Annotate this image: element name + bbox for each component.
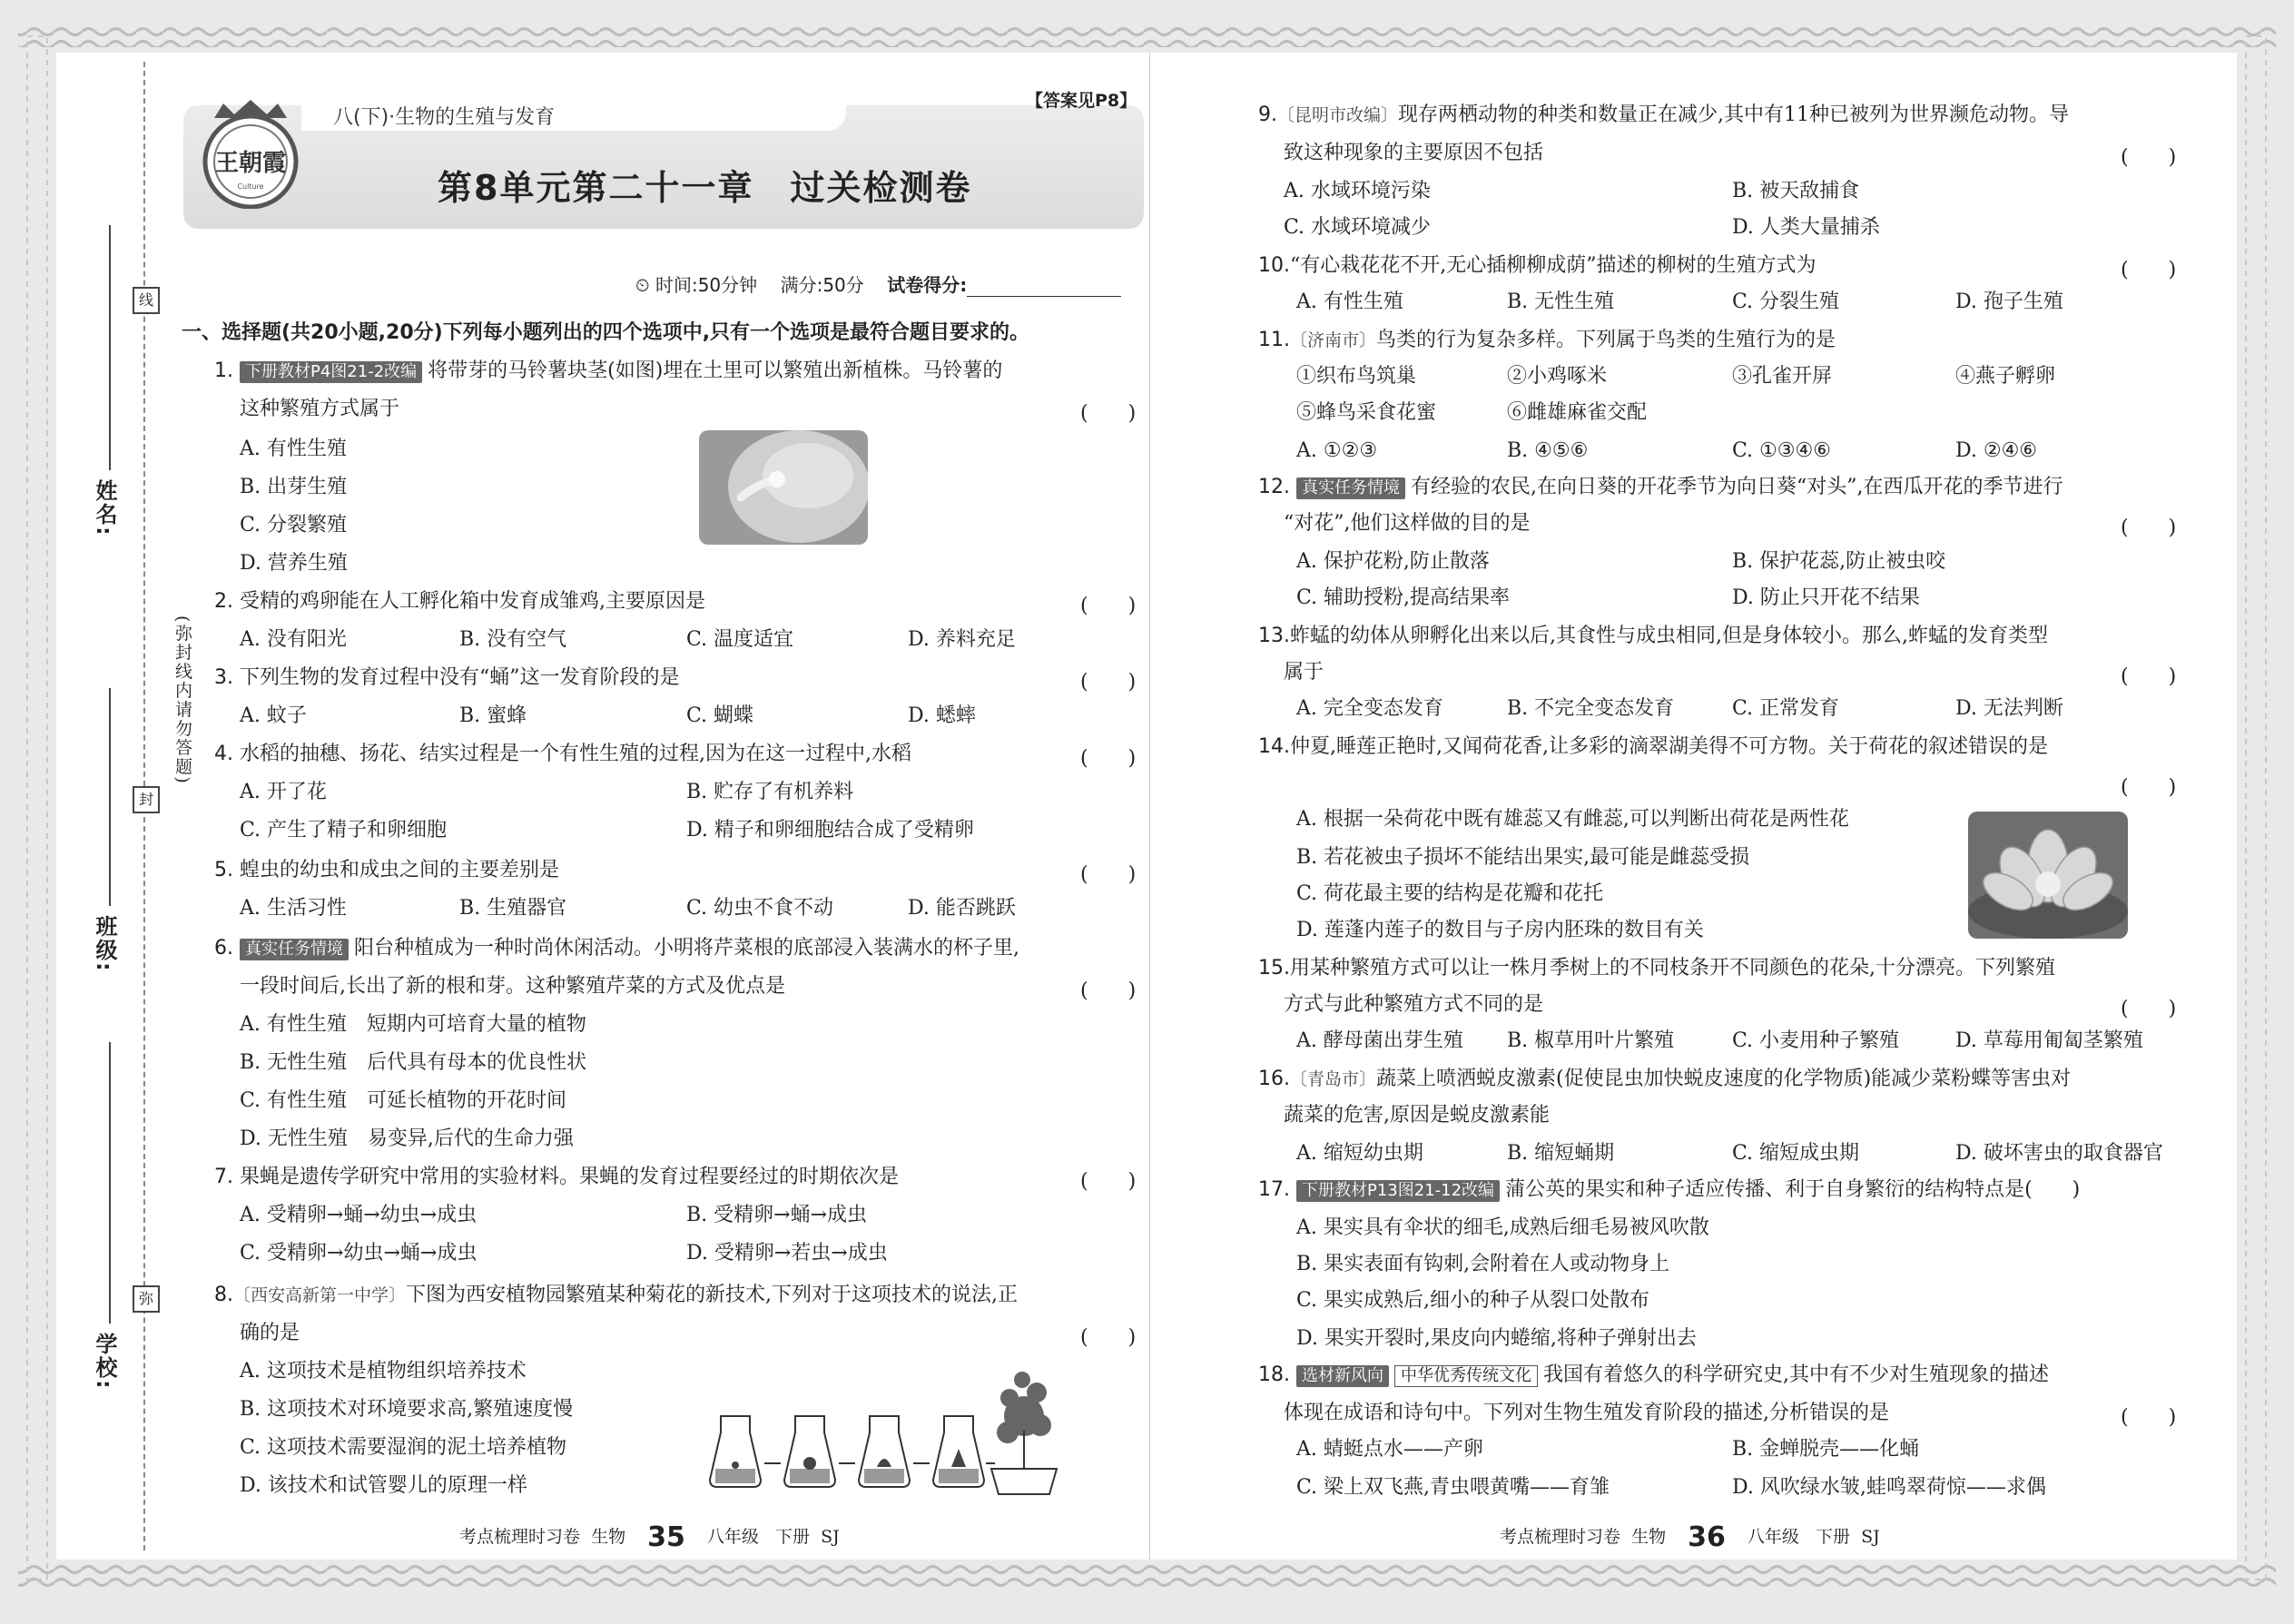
question-4: 4. 水稻的抽穗、扬花、结实过程是一个有性生殖的过程,因为在这一过程中,水稻 bbox=[214, 743, 911, 765]
option: B. 椒草用叶片繁殖 bbox=[1507, 1029, 1675, 1052]
header-subtitle: 八(下)·生物的生殖与发育 bbox=[333, 106, 556, 129]
option: B. 保护花蕊,防止被虫咬 bbox=[1732, 550, 1946, 573]
question-15-stem: 方式与此种繁殖方式不同的是 bbox=[1284, 993, 1544, 1016]
clock-icon: ⏲ bbox=[635, 274, 650, 296]
statement: ⑤蜂鸟采食花蜜 bbox=[1296, 401, 1437, 424]
scenario-tag: 真实任务情境 bbox=[240, 939, 349, 960]
trend-tag: 选材新风向 bbox=[1296, 1365, 1389, 1387]
page-header bbox=[183, 89, 1144, 231]
statement: ⑥雌雄麻雀交配 bbox=[1507, 401, 1648, 424]
question-18-stem: 体现在成语和诗句中。下列对生物生殖发育阶段的描述,分析错误的是 bbox=[1284, 1402, 1889, 1424]
option: C. 梁上双飞燕,青虫喂黄嘴——育雏 bbox=[1296, 1476, 1610, 1499]
question-6: 6. 真实任务情境 阳台种植成为一种时尚休闲活动。小明将芹菜根的底部浸入装满水的杯子里, bbox=[214, 937, 1019, 960]
option: D. 蟋蟀 bbox=[908, 704, 976, 727]
section-heading: 一、选择题(共20小题,20分)下列每小题列出的四个选项中,只有一个选项是最符合题目要求的。 bbox=[182, 321, 1030, 344]
option: C. ①③④⑥ bbox=[1732, 439, 1831, 462]
question-15: 15.用某种繁殖方式可以让一株月季树上的不同枝条开不同颜色的花朵,十分漂亮。下列繁殖 bbox=[1258, 957, 2055, 979]
right-footer: 考点梳理时习卷 生物 36 八年级 下册 SJ bbox=[1500, 1521, 1880, 1553]
question-11: 11.〔济南市〕鸟类的行为复杂多样。下列属于鸟类的生殖行为的是 bbox=[1258, 329, 1836, 351]
option: A. 开了花 bbox=[240, 781, 327, 803]
question-8-stem: 确的是 bbox=[240, 1322, 300, 1344]
option: C. 温度适宜 bbox=[686, 628, 794, 651]
option: B. 果实表面有钩刺,会附着在人或动物身上 bbox=[1296, 1253, 1670, 1275]
answer-blank[interactable]: ( ) bbox=[2121, 776, 2177, 799]
option: D. 无法判断 bbox=[1955, 697, 2063, 720]
seal-mark-line: 线 bbox=[133, 287, 160, 314]
answer-blank[interactable]: ( ) bbox=[1080, 671, 1137, 694]
svg-text:王朝霞: 王朝霞 bbox=[214, 150, 287, 177]
option: D. 孢子生殖 bbox=[1955, 290, 2063, 313]
statement: ④燕子孵卵 bbox=[1955, 365, 2056, 388]
source-tag: 下册教材P13图21-12改编 bbox=[1296, 1180, 1500, 1202]
option: B. 没有空气 bbox=[459, 628, 567, 651]
option: B. 无性生殖 bbox=[1507, 290, 1615, 313]
score-label: 试卷得分: bbox=[887, 274, 968, 296]
svg-text:Culture: Culture bbox=[237, 182, 264, 191]
answer-blank[interactable]: ( ) bbox=[2121, 1406, 2177, 1429]
option: A. 果实具有伞状的细毛,成熟后细毛易被风吹散 bbox=[1296, 1216, 1709, 1239]
option: B. 无性生殖 后代具有母本的优良性状 bbox=[240, 1051, 587, 1074]
answer-reference: 【答案见P8】 bbox=[1026, 91, 1137, 111]
class-field[interactable] bbox=[109, 688, 111, 906]
option: B. 若花被虫子损坏不能结出果实,最可能是雌蕊受损 bbox=[1296, 846, 1750, 869]
option: D. 养料充足 bbox=[908, 628, 1016, 651]
question-6-stem: 一段时间后,长出了新的根和芽。这种繁殖芹菜的方式及优点是 bbox=[240, 975, 785, 998]
option: A. 水域环境污染 bbox=[1284, 180, 1431, 202]
answer-blank[interactable]: ( ) bbox=[1080, 863, 1137, 886]
option: C. 分裂繁殖 bbox=[240, 514, 348, 536]
option: B. 金蝉脱壳——化蛹 bbox=[1732, 1438, 1920, 1461]
option: B. 生殖器官 bbox=[459, 897, 567, 920]
page-title: 第8单元第二十一章 过关检测卷 bbox=[438, 168, 972, 208]
option: A. 蜻蜓点水——产卵 bbox=[1296, 1438, 1483, 1461]
option: B. ④⑤⑥ bbox=[1507, 439, 1589, 462]
answer-blank[interactable]: ( ) bbox=[1080, 1170, 1137, 1193]
option: C. 受精卵→幼虫→蛹→成虫 bbox=[240, 1242, 478, 1265]
option: A. 完全变态发育 bbox=[1296, 697, 1443, 720]
statement: ①织布鸟筑巢 bbox=[1296, 365, 1417, 388]
option: C. 缩短成虫期 bbox=[1732, 1142, 1860, 1165]
question-12-stem: “对花”,他们这样做的目的是 bbox=[1284, 512, 1531, 535]
lotus-photo bbox=[1968, 812, 2128, 939]
answer-blank[interactable]: ( ) bbox=[1080, 595, 1137, 617]
left-footer: 考点梳理时习卷 生物 35 八年级 下册 SJ bbox=[459, 1521, 840, 1553]
question-9: 9.〔昆明市改编〕现存两栖动物的种类和数量正在减少,其中有11种已被列为世界濒危动物。导 bbox=[1258, 103, 2070, 126]
option: D. 无性生殖 易变异,后代的生命力强 bbox=[240, 1127, 574, 1150]
question-5: 5. 蝗虫的幼虫和成虫之间的主要差别是 bbox=[214, 859, 560, 881]
statement: ③孔雀开屏 bbox=[1732, 365, 1833, 388]
question-2: 2. 受精的鸡卵能在人工孵化箱中发育成雏鸡,主要原因是 bbox=[214, 590, 705, 613]
option: A. 根据一朵荷花中既有雄蕊又有雌蕊,可以判断出荷花是两性花 bbox=[1296, 808, 1849, 831]
option: D. 受精卵→若虫→成虫 bbox=[686, 1242, 888, 1265]
option: A. 有性生殖 bbox=[240, 438, 347, 460]
question-1-stem: 这种繁殖方式属于 bbox=[240, 398, 400, 420]
option: A. 生活习性 bbox=[240, 897, 347, 920]
question-18: 18. 选材新风向 中华优秀传统文化 我国有着悠久的科学研究史,其中有不少对生殖现象的描述 bbox=[1258, 1363, 2049, 1386]
seal-mark-secure: 弥 bbox=[133, 1285, 160, 1313]
option: A. 有性生殖 bbox=[1296, 290, 1403, 313]
option: A. 没有阳光 bbox=[240, 628, 347, 651]
page-number: 36 bbox=[1688, 1521, 1726, 1553]
answer-blank[interactable]: ( ) bbox=[1080, 402, 1137, 425]
page-divider bbox=[1149, 53, 1150, 1560]
option: B. 不完全变态发育 bbox=[1507, 697, 1675, 720]
scenario-tag: 真实任务情境 bbox=[1296, 477, 1405, 499]
option: C. 荷花最主要的结构是花瓣和花托 bbox=[1296, 882, 1604, 905]
answer-blank[interactable]: ( ) bbox=[1080, 1326, 1137, 1349]
question-8: 8.〔西安高新第一中学〕下图为西安植物园繁殖某种菊花的新技术,下列对于这项技术的说法,正 bbox=[214, 1284, 1019, 1306]
option: D. 防止只开花不结果 bbox=[1732, 586, 1920, 609]
culture-tag: 中华优秀传统文化 bbox=[1394, 1365, 1538, 1387]
publisher-logo bbox=[196, 98, 305, 209]
option: B. 受精卵→蛹→成虫 bbox=[686, 1204, 868, 1226]
option: D. 能否跳跃 bbox=[908, 897, 1016, 920]
option: C. 分裂生殖 bbox=[1732, 290, 1840, 313]
option: C. 这项技术需要湿润的泥土培养植物 bbox=[240, 1436, 567, 1459]
option: A. 受精卵→蛹→幼虫→成虫 bbox=[240, 1204, 478, 1226]
option: D. 破坏害虫的取食器官 bbox=[1955, 1142, 2163, 1165]
option: D. 草莓用匍匐茎繁殖 bbox=[1955, 1029, 2143, 1052]
option: D. 该技术和试管婴儿的原理一样 bbox=[240, 1474, 527, 1497]
answer-blank[interactable]: ( ) bbox=[2121, 665, 2177, 688]
question-16-stem: 蔬菜的危害,原因是蜕皮激素能 bbox=[1284, 1104, 1550, 1127]
question-12: 12. 真实任务情境 有经验的农民,在向日葵的开花季节为向日葵“对头”,在西瓜开花的季节进行 bbox=[1258, 476, 2063, 498]
option: B. 缩短蛹期 bbox=[1507, 1142, 1615, 1165]
option: B. 这项技术对环境要求高,繁殖速度慢 bbox=[240, 1398, 574, 1421]
option: D. 果实开裂时,果皮向内蜷缩,将种子弹射出去 bbox=[1296, 1327, 1697, 1350]
option: B. 被天敌捕食 bbox=[1732, 180, 1860, 202]
option: C. 小麦用种子繁殖 bbox=[1732, 1029, 1900, 1052]
question-10: 10.“有心栽花花不开,无心插柳柳成荫”描述的柳树的生殖方式为 bbox=[1258, 254, 1816, 277]
question-13: 13.蚱蜢的幼体从卵孵化出来以后,其食性与成虫相同,但是身体较小。那么,蚱蜢的发育类型 bbox=[1258, 625, 2048, 647]
school-label: 学校: bbox=[92, 1333, 117, 1391]
question-16: 16.〔青岛市〕蔬菜上喷洒蜕皮激素(促使昆虫加快蜕皮速度的化学物质)能减少菜粉蝶等害虫对 bbox=[1258, 1068, 2072, 1090]
answer-blank[interactable]: ( ) bbox=[2121, 259, 2177, 281]
name-label: 姓名: bbox=[92, 479, 117, 537]
page-number: 35 bbox=[647, 1521, 685, 1553]
answer-blank[interactable]: ( ) bbox=[1080, 979, 1137, 1002]
option: A. 酵母菌出芽生殖 bbox=[1296, 1029, 1463, 1052]
option: C. 水域环境减少 bbox=[1284, 216, 1432, 239]
answer-blank[interactable]: ( ) bbox=[2121, 998, 2177, 1020]
name-field[interactable] bbox=[109, 225, 111, 470]
option: C. 产生了精子和卵细胞 bbox=[240, 819, 448, 842]
binding-margin bbox=[56, 53, 192, 1560]
exam-info bbox=[635, 271, 1121, 297]
option: D. ②④⑥ bbox=[1955, 439, 2038, 462]
statement: ②小鸡啄米 bbox=[1507, 365, 1608, 388]
question-3: 3. 下列生物的发育过程中没有“蛹”这一发育阶段的是 bbox=[214, 666, 680, 689]
option: C. 辅助授粉,提高结果率 bbox=[1296, 586, 1511, 609]
option: D. 精子和卵细胞结合成了受精卵 bbox=[686, 819, 974, 842]
score-field[interactable] bbox=[967, 278, 1121, 297]
option: C. 幼虫不食不动 bbox=[686, 897, 834, 920]
option: B. 蜜蜂 bbox=[459, 704, 527, 727]
option: A. 这项技术是植物组织培养技术 bbox=[240, 1360, 527, 1383]
option: C. 果实成熟后,细小的种子从裂口处散布 bbox=[1296, 1289, 1650, 1312]
option: D. 人类大量捕杀 bbox=[1732, 216, 1880, 239]
class-label: 班级: bbox=[92, 915, 117, 973]
source-tag: 下册教材P4图21-2改编 bbox=[240, 361, 422, 383]
school-field[interactable] bbox=[109, 1042, 111, 1324]
option: D. 风吹绿水皱,蛙鸣翠荷惊——求偶 bbox=[1732, 1476, 2046, 1499]
option: D. 营养生殖 bbox=[240, 552, 348, 575]
option: C. 正常发育 bbox=[1732, 697, 1840, 720]
question-14: 14.仲夏,睡莲正艳时,又闻荷花香,让多彩的滴翠湖美得不可方物。关于荷花的叙述错误的是 bbox=[1258, 735, 2048, 758]
option: D. 莲蓬内莲子的数目与子房内胚珠的数目有关 bbox=[1296, 919, 1704, 941]
option: A. 保护花粉,防止散落 bbox=[1296, 550, 1490, 573]
option: A. ①②③ bbox=[1296, 439, 1378, 462]
option: A. 缩短幼虫期 bbox=[1296, 1142, 1423, 1165]
option: B. 贮存了有机养料 bbox=[686, 781, 854, 803]
answer-blank[interactable]: ( ) bbox=[2121, 517, 2177, 539]
question-7: 7. 果蝇是遗传学研究中常用的实验材料。果蝇的发育过程要经过的时期依次是 bbox=[214, 1166, 900, 1188]
question-9-stem: 致这种现象的主要原因不包括 bbox=[1284, 142, 1544, 164]
option: C. 有性生殖 可延长植物的开花时间 bbox=[240, 1089, 567, 1112]
tissue-culture-diagram bbox=[708, 1362, 1071, 1498]
seal-mark-seal: 封 bbox=[133, 786, 160, 813]
answer-blank[interactable]: ( ) bbox=[2121, 146, 2177, 169]
seal-note: (弥封线内请勿答题) bbox=[172, 615, 192, 785]
option: C. 蝴蝶 bbox=[686, 704, 754, 727]
full-score: 满分:50分 bbox=[780, 274, 864, 296]
option: A. 有性生殖 短期内可培育大量的植物 bbox=[240, 1013, 586, 1036]
question-17: 17. 下册教材P13图21-12改编 蒲公英的果实和种子适应传播、利于自身繁衍的结构特点是( ) bbox=[1258, 1178, 2081, 1201]
potato-photo bbox=[699, 430, 868, 545]
option: A. 蚊子 bbox=[240, 704, 307, 727]
option: B. 出芽生殖 bbox=[240, 476, 348, 498]
time-limit: 时间:50分钟 bbox=[655, 274, 758, 296]
question-13-stem: 属于 bbox=[1284, 661, 1324, 684]
question-1: 1. 下册教材P4图21-2改编 将带芽的马铃薯块茎(如图)埋在土里可以繁殖出新植株。马铃薯的 bbox=[214, 359, 1003, 382]
answer-blank[interactable]: ( ) bbox=[1080, 747, 1137, 770]
